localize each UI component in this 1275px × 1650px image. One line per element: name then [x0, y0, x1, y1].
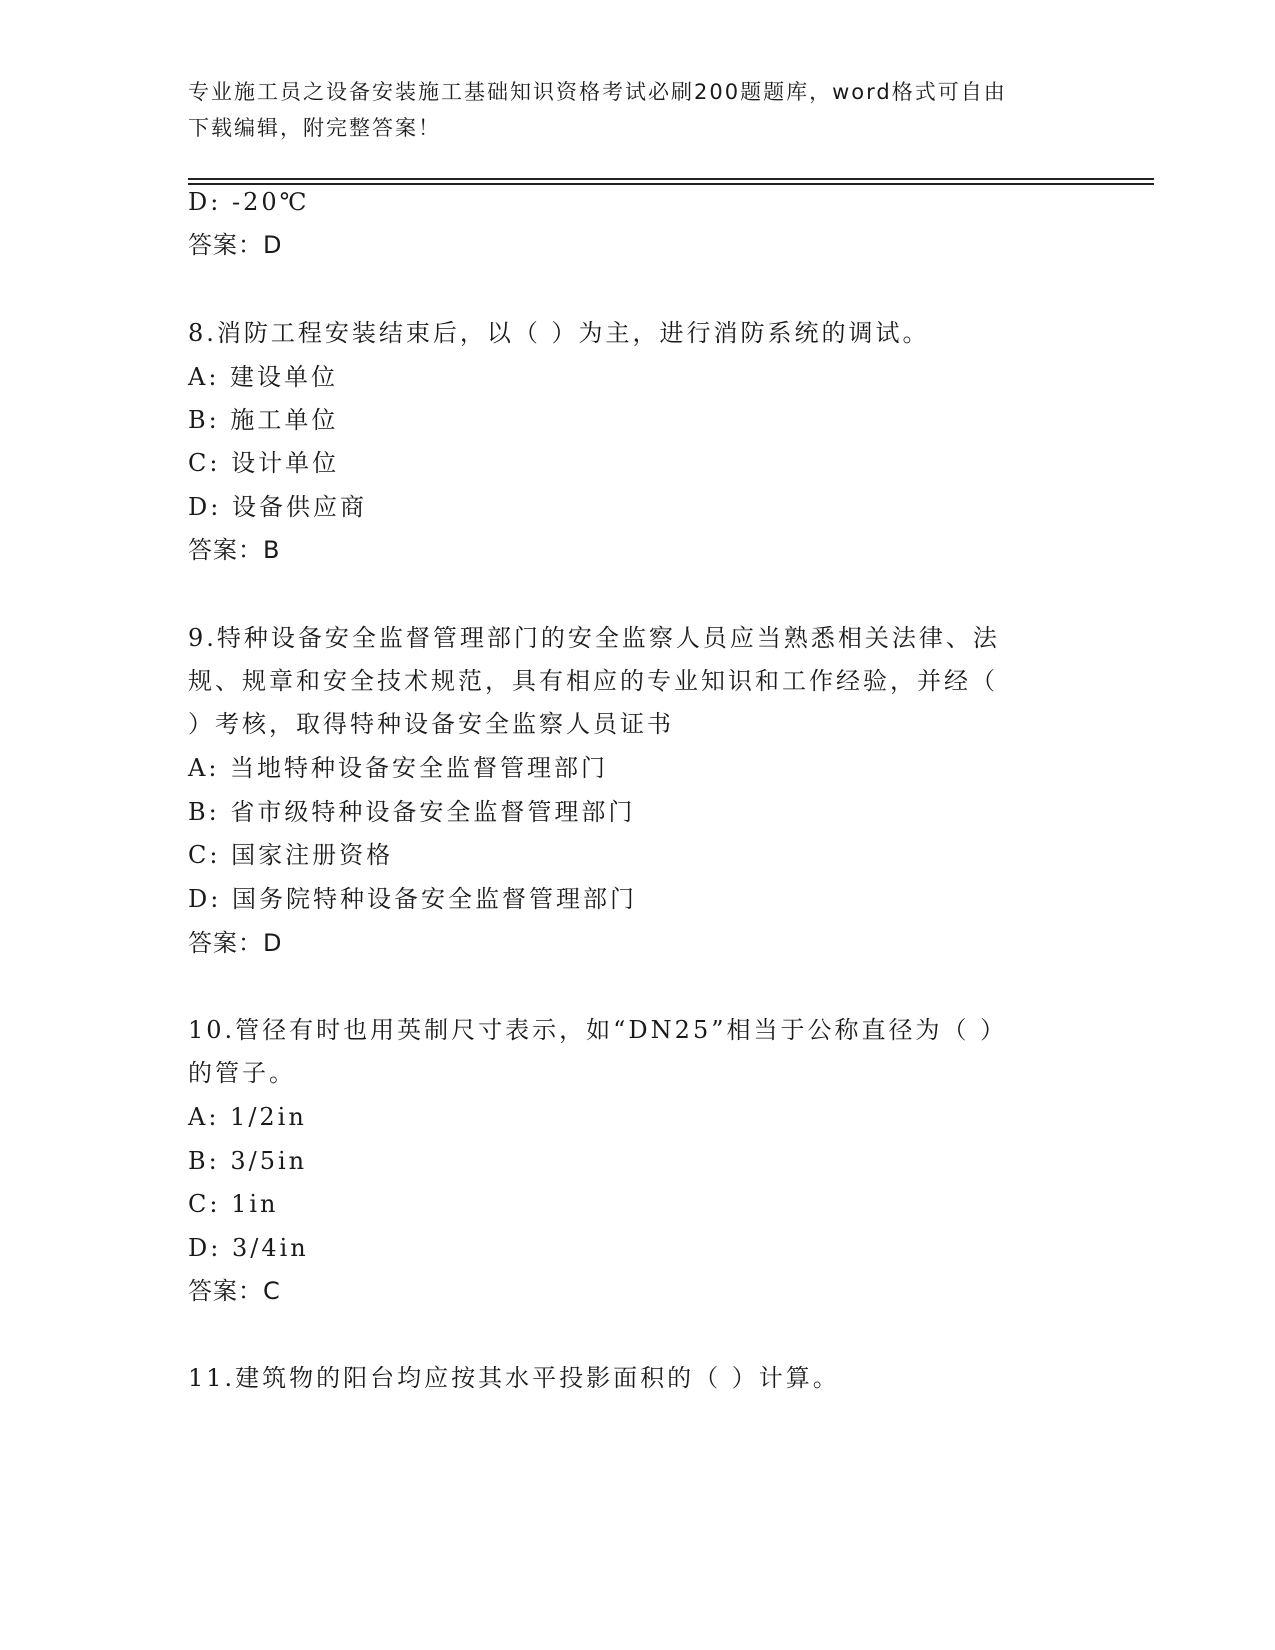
document-header — [188, 74, 1088, 146]
question-9-line-2: 规、规章和安全技术规范，具有相应的专业知识和工作经验，并经（ — [188, 667, 998, 695]
option-a: A: 建设单位 — [188, 363, 339, 391]
option-c: C: 设计单位 — [188, 449, 340, 477]
option-d: D: 设备供应商 — [188, 493, 367, 521]
question-9-line-1: 9.特种设备安全监督管理部门的安全监察人员应当熟悉相关法律、法 — [188, 624, 1000, 652]
answer: 答案：C — [188, 1277, 281, 1305]
header-rule-bottom — [188, 183, 1154, 185]
option-b: B: 施工单位 — [188, 406, 339, 434]
option-c: C: 国家注册资格 — [188, 841, 394, 869]
option-d: D: 3/4in — [188, 1234, 309, 1262]
question-9-line-3: ）考核，取得特种设备安全监察人员证书 — [188, 710, 674, 738]
option-d: D: 国务院特种设备安全监督管理部门 — [188, 885, 637, 913]
option-a: A: 当地特种设备安全监督管理部门 — [188, 754, 609, 782]
answer: 答案：D — [188, 929, 283, 957]
question-10-line-2: 的管子。 — [188, 1059, 296, 1087]
question-8: 8.消防工程安装结束后，以（ ）为主，进行消防系统的调试。 — [188, 319, 930, 347]
header-line-2: 下载编辑，附完整答案！ — [188, 116, 441, 140]
answer: 答案：B — [188, 536, 281, 564]
option-c: C: 1in — [188, 1190, 279, 1218]
option-b: B: 3/5in — [188, 1147, 308, 1175]
option-a: A: 1/2in — [188, 1103, 307, 1131]
option-d: D: -20℃ — [188, 188, 310, 216]
option-b: B: 省市级特种设备安全监督管理部门 — [188, 798, 636, 826]
header-line-1: 专业施工员之设备安装施工基础知识资格考试必刷200题题库，word格式可自由 — [188, 80, 1007, 104]
question-10-line-1: 10.管径有时也用英制尺寸表示，如“DN25”相当于公称直径为（ ） — [188, 1016, 1008, 1044]
header-rule-top — [188, 178, 1154, 180]
answer: 答案：D — [188, 231, 283, 259]
question-11: 11.建筑物的阳台均应按其水平投影面积的（ ）计算。 — [188, 1364, 840, 1392]
